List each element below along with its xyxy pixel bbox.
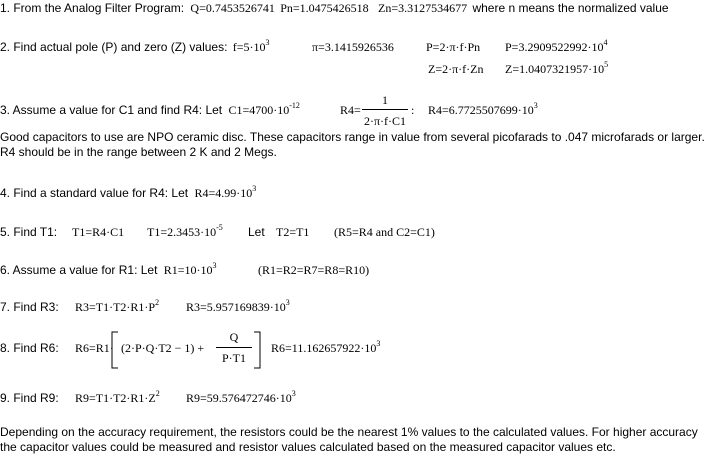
step2-z-value: $Z=1.0407321957\cdot 10^5$ (505, 60, 609, 76)
step8-lhs: R6=R1· (75, 341, 114, 355)
step7-text: 7. Find R3: (0, 300, 59, 314)
step3-text: 3. Assume a value for C1 and find R4: Let (0, 103, 223, 117)
step9-line (0, 391, 59, 405)
step8-fraction-bar (216, 347, 252, 348)
step3-r4-lhs: R4= (340, 103, 361, 117)
capacitor-note-paragraph: Good capacitors to use are NPO ceramic disc. These capacitors range in value from several picofarads to .047 microfarads or larger. R4 should be in the range between 2 K and 2 Megs. (0, 130, 705, 159)
step5-t2: T2=T1 (276, 225, 310, 239)
step1-tail: where n means the normalized value (472, 1, 669, 15)
step7-value: $R3=5.957169839\cdot 10^3$ (186, 298, 290, 314)
step5-t1-value: $T1=2.3453\cdot 10^{-5}$ (147, 223, 223, 239)
step6-line (0, 263, 217, 279)
step8-fraction-denominator: P·T1 (222, 351, 246, 365)
step5-line (0, 225, 57, 239)
step2-line (0, 40, 270, 56)
step1-zn: Zn=3.3127534677 (378, 1, 468, 15)
step9-text: 9. Find R9: (0, 391, 59, 405)
step5-let: Let (248, 225, 265, 239)
step8-left-bracket (110, 331, 120, 369)
step1-line (0, 1, 669, 15)
step5-note: (R5=R4 and C2=C1) (334, 225, 435, 239)
step8-text: 8. Find R6: (0, 341, 59, 355)
step3-c1: $C1=4700\cdot 10^{-12}$ (228, 101, 300, 117)
step9-value: $R9=59.576472746\cdot 10^3$ (186, 389, 296, 405)
step8-value: $R6=11.162657922\cdot 10^3$ (271, 339, 381, 355)
step4-line (0, 186, 256, 202)
step4-value: $R4=4.99\cdot 10^3$ (194, 184, 257, 200)
step8-line (0, 341, 59, 355)
step1-text: 1. From the Analog Filter Program: (0, 1, 185, 15)
step2-f: $f=5\cdot 10^3$ (232, 38, 270, 54)
step2-pi: π=3.1415926536 (312, 40, 394, 54)
step3-r4-value: $R4=6.7725507699\cdot 10^3$ (428, 101, 538, 117)
step1-pn: Pn=1.0475426518 (280, 1, 369, 15)
step3-line (0, 103, 300, 119)
accuracy-note-paragraph: Depending on the accuracy requirement, the resistors could be the nearest 1% values to the calculated values. For higher accuracy the capacitor values could be measured and resistor values calculated based on the measured capacitor values etc. (0, 425, 698, 454)
step6-note: (R1=R2=R7=R8=R10) (258, 263, 370, 277)
step6-value: $R1=10\cdot 10^3$ (163, 261, 217, 277)
step8-inner: (2·P·Q·T2 − 1) + (121, 341, 205, 355)
step8-fraction-numerator: Q (229, 330, 239, 344)
step3-fraction-bar (362, 109, 408, 110)
step7-formula: $R3=T1\cdot T2\cdot R1\cdot P^2$ (75, 298, 160, 314)
step8-right-bracket (253, 331, 263, 369)
step5-formula: T1=R4·C1 (72, 225, 125, 239)
step5-text: 5. Find T1: (0, 225, 58, 239)
step6-text: 6. Assume a value for R1: Let (0, 263, 158, 277)
step2-z-formula: Z=2·π·f·Zn (428, 62, 484, 76)
step2-p-formula: P=2·π·f·Pn (426, 40, 481, 54)
step2-text: 2. Find actual pole (P) and zero (Z) values: (0, 40, 228, 54)
step2-p-value: $P=3.2909522992\cdot 10^4$ (505, 38, 608, 54)
step7-line (0, 300, 59, 314)
step9-formula: $R9=T1\cdot T2\cdot R1\cdot Z^2$ (75, 389, 160, 405)
step1-q: Q=0.7453526741 (190, 1, 275, 15)
step4-text: 4. Find a standard value for R4: Let (0, 186, 189, 200)
step3-fraction-denominator: 2·π·f·C1 (363, 114, 407, 128)
step3-colon: : (411, 103, 415, 117)
step3-fraction-numerator: 1 (382, 93, 388, 107)
